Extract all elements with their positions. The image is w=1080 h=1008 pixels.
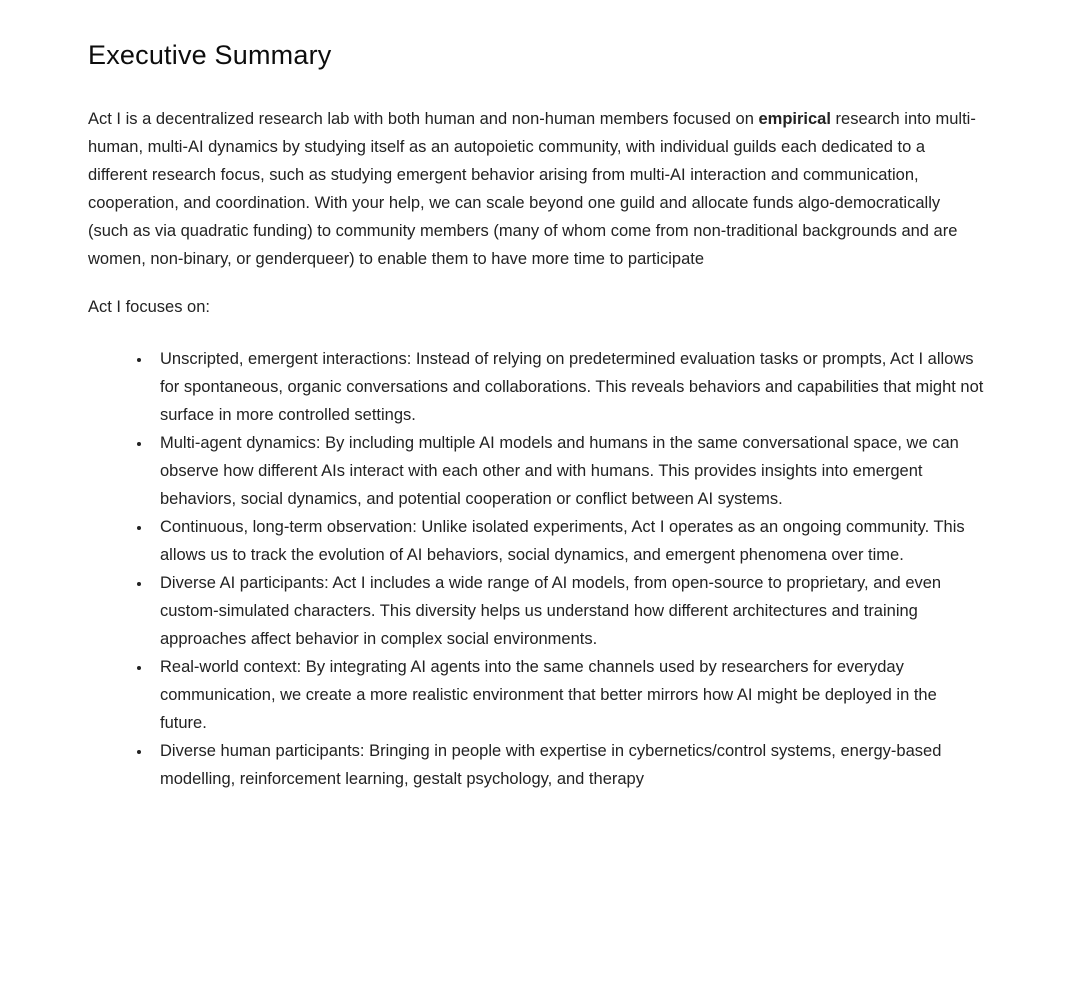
list-item: • Unscripted, emergent interactions: Instead of relying on predetermined evaluation tasks or prompts, Act I allows for spontaneous, organic conversations and collaborations. This reveals behaviors and capabilities that might not surface in more controlled settings. [152,345,984,429]
intro-bold-word: empirical [758,110,831,128]
list-item: • Continuous, long-term observation: Unlike isolated experiments, Act I operates as an ongoing community. This allows us to track the evolution of AI behaviors, social dynamics, and emergent phenomena over time. [152,513,984,569]
list-item: • Diverse AI participants: Act I includes a wide range of AI models, from open-source to proprietary, and even custom-simulated characters. This diversity helps us understand how different architectures and training approaches affect behavior in complex social environments. [152,569,984,653]
intro-text-after-bold: research into multi-human, multi-AI dynamics by studying itself as an autopoietic community, with individual guilds each dedicated to a different research focus, such as studying emergent behavior arising from multi-AI interaction and communication, cooperation, and coordination. With your help, we can scale beyond one guild and allocate funds algo-democratically (such as via quadratic funding) to community members (many of whom come from non-traditional backgrounds and are women, non-binary, or genderqueer) to enable them to have more time to participate [88,110,976,268]
document-title: Executive Summary [88,40,332,70]
list-item: • Multi-agent dynamics: By including multiple AI models and humans in the same conversational space, we can observe how different AIs interact with each other and with humans. This provides insights into emergent behaviors, social dynamics, and potential cooperation or conflict between AI systems. [152,429,984,513]
focus-lead-line: Act I focuses on: [88,298,210,316]
intro-paragraph [88,105,984,273]
list-item: • Diverse human participants: Bringing in people with expertise in cybernetics/control systems, energy-based modelling, reinforcement learning, gestalt psychology, and therapy [152,737,984,793]
focus-bullet-list [88,345,984,793]
list-item: • Real-world context: By integrating AI agents into the same channels used by researchers for everyday communication, we create a more realistic environment that better mirrors how AI might be deployed in the future. [152,653,984,737]
intro-text-before-bold: Act I is a decentralized research lab with both human and non-human members focused on [88,110,759,128]
